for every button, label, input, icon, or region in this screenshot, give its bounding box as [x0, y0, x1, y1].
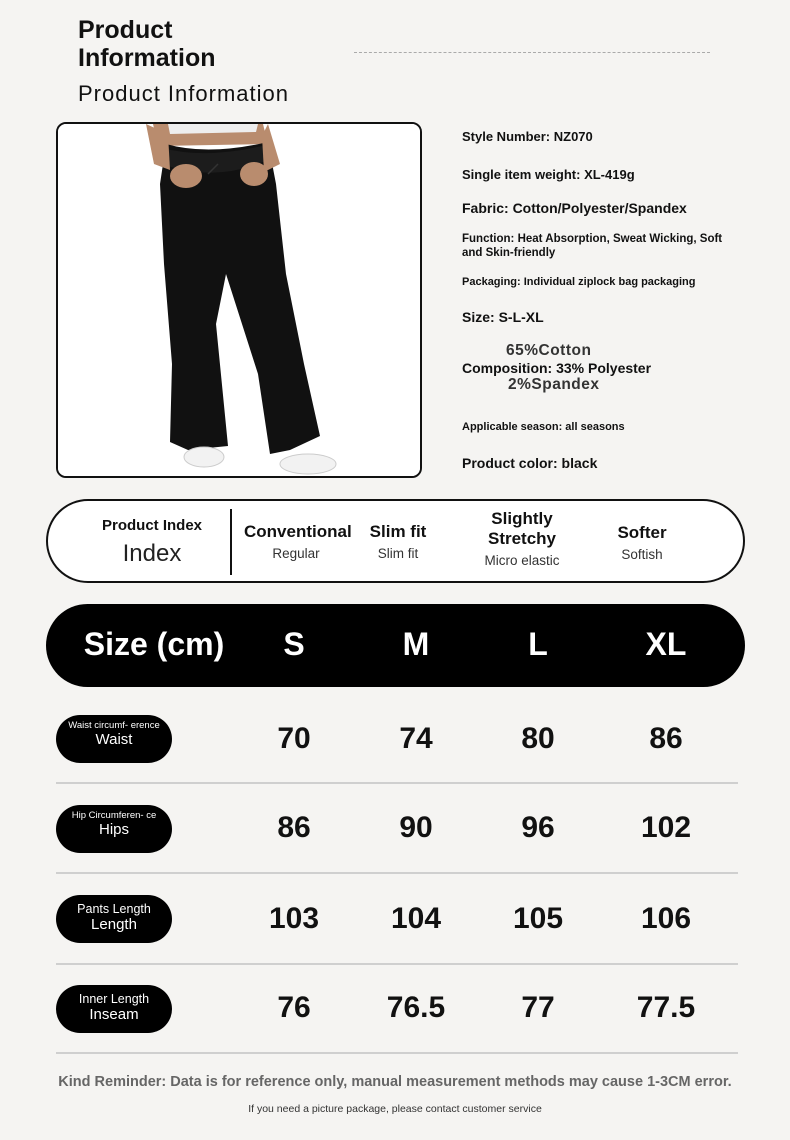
table-cell: 104: [390, 902, 442, 935]
size-header-s: S: [283, 626, 305, 662]
table-cell: 90: [399, 811, 433, 844]
index-heading: [102, 517, 202, 568]
function: Function: Heat Absorption, Sweat Wicking, Soft and Skin-friendly: [462, 233, 723, 259]
index-item-slim: [360, 522, 436, 561]
table-cell: 96: [521, 811, 555, 844]
page-title: Product Information: [78, 16, 216, 72]
product-photo: [56, 122, 422, 478]
index-item-sub: Softish: [621, 547, 663, 562]
index-item-sub: Regular: [272, 546, 320, 561]
row-divider: [56, 872, 738, 874]
row-label-en: Pants Length: [77, 902, 151, 916]
row-label-en: Waist circumf- erence: [68, 720, 160, 731]
fabric: Fabric: Cotton/Polyester/Spandex: [462, 200, 687, 216]
product-color: Product color: black: [462, 455, 598, 471]
contact-note: If you need a picture package, please contact customer service: [248, 1103, 542, 1115]
index-item-stretch: [472, 509, 572, 568]
index-label: Product Index: [102, 517, 203, 534]
season: Applicable season: all seasons: [462, 421, 625, 433]
row-label-waist: [56, 715, 172, 763]
row-label-inseam: [56, 985, 172, 1033]
index-item-title: Conventional: [244, 522, 352, 541]
composition: [462, 342, 692, 394]
table-cell: 102: [640, 811, 692, 844]
divider: [354, 52, 710, 53]
index-item-fit: [244, 522, 352, 561]
pants-image: [58, 124, 422, 478]
row-label-hips: [56, 805, 172, 853]
size-header-m: M: [402, 626, 430, 662]
index-item-sub: Slim fit: [377, 546, 419, 561]
packaging: Packaging: Individual ziplock bag packaging: [462, 276, 696, 288]
style-number: Style Number: NZ070: [462, 129, 593, 144]
page-subtitle: Product Information: [78, 81, 289, 106]
table-cell: 105: [512, 902, 564, 935]
composition-polyester: Composition: 33% Polyester: [462, 360, 652, 376]
size-header-label: Size (cm): [83, 626, 225, 662]
size-table-header: [46, 604, 745, 687]
index-item-title: Slim fit: [369, 522, 427, 541]
index-label-sub: Index: [122, 540, 182, 567]
table-cell: 86: [649, 722, 683, 755]
product-index-panel: [46, 499, 745, 583]
table-cell: 86: [277, 811, 311, 844]
table-cell: 106: [640, 902, 692, 935]
kind-reminder: Kind Reminder: Data is for reference only, manual measurement methods may cause 1-3CM error.: [58, 1074, 732, 1090]
table-cell: 77.5: [636, 991, 696, 1024]
composition-spandex: 2%Spandex: [508, 376, 600, 393]
row-label-length: [56, 895, 172, 943]
index-divider: [230, 509, 232, 575]
row-label-main: Length: [91, 916, 137, 933]
row-label-en: Inner Length: [78, 992, 150, 1006]
row-label-en: Hip Circumferen- ce: [71, 810, 157, 821]
row-label-main: Hips: [98, 821, 129, 838]
row-divider: [56, 1052, 738, 1054]
size-header-xl: XL: [645, 626, 687, 662]
row-label-main: Waist: [95, 731, 133, 748]
row-label-main: Inseam: [89, 1006, 139, 1023]
composition-cotton: 65%Cotton: [506, 342, 592, 359]
table-cell: 74: [399, 722, 433, 755]
row-divider: [56, 963, 738, 965]
table-cell: 103: [268, 902, 320, 935]
size-range: Size: S-L-XL: [462, 309, 544, 325]
table-cell: 80: [521, 722, 555, 755]
size-header-l: L: [528, 626, 548, 662]
row-divider: [56, 782, 738, 784]
item-weight: Single item weight: XL-419g: [462, 167, 635, 182]
table-cell: 76.5: [386, 991, 446, 1024]
table-cell: 77: [521, 991, 555, 1024]
index-item-sub: Micro elastic: [484, 553, 560, 568]
table-cell: 70: [277, 722, 311, 755]
index-item-title: Slightly Stretchy: [487, 509, 557, 548]
index-item-title: Softer: [617, 523, 667, 542]
index-item-soft: [604, 523, 680, 562]
table-cell: 76: [277, 991, 311, 1024]
